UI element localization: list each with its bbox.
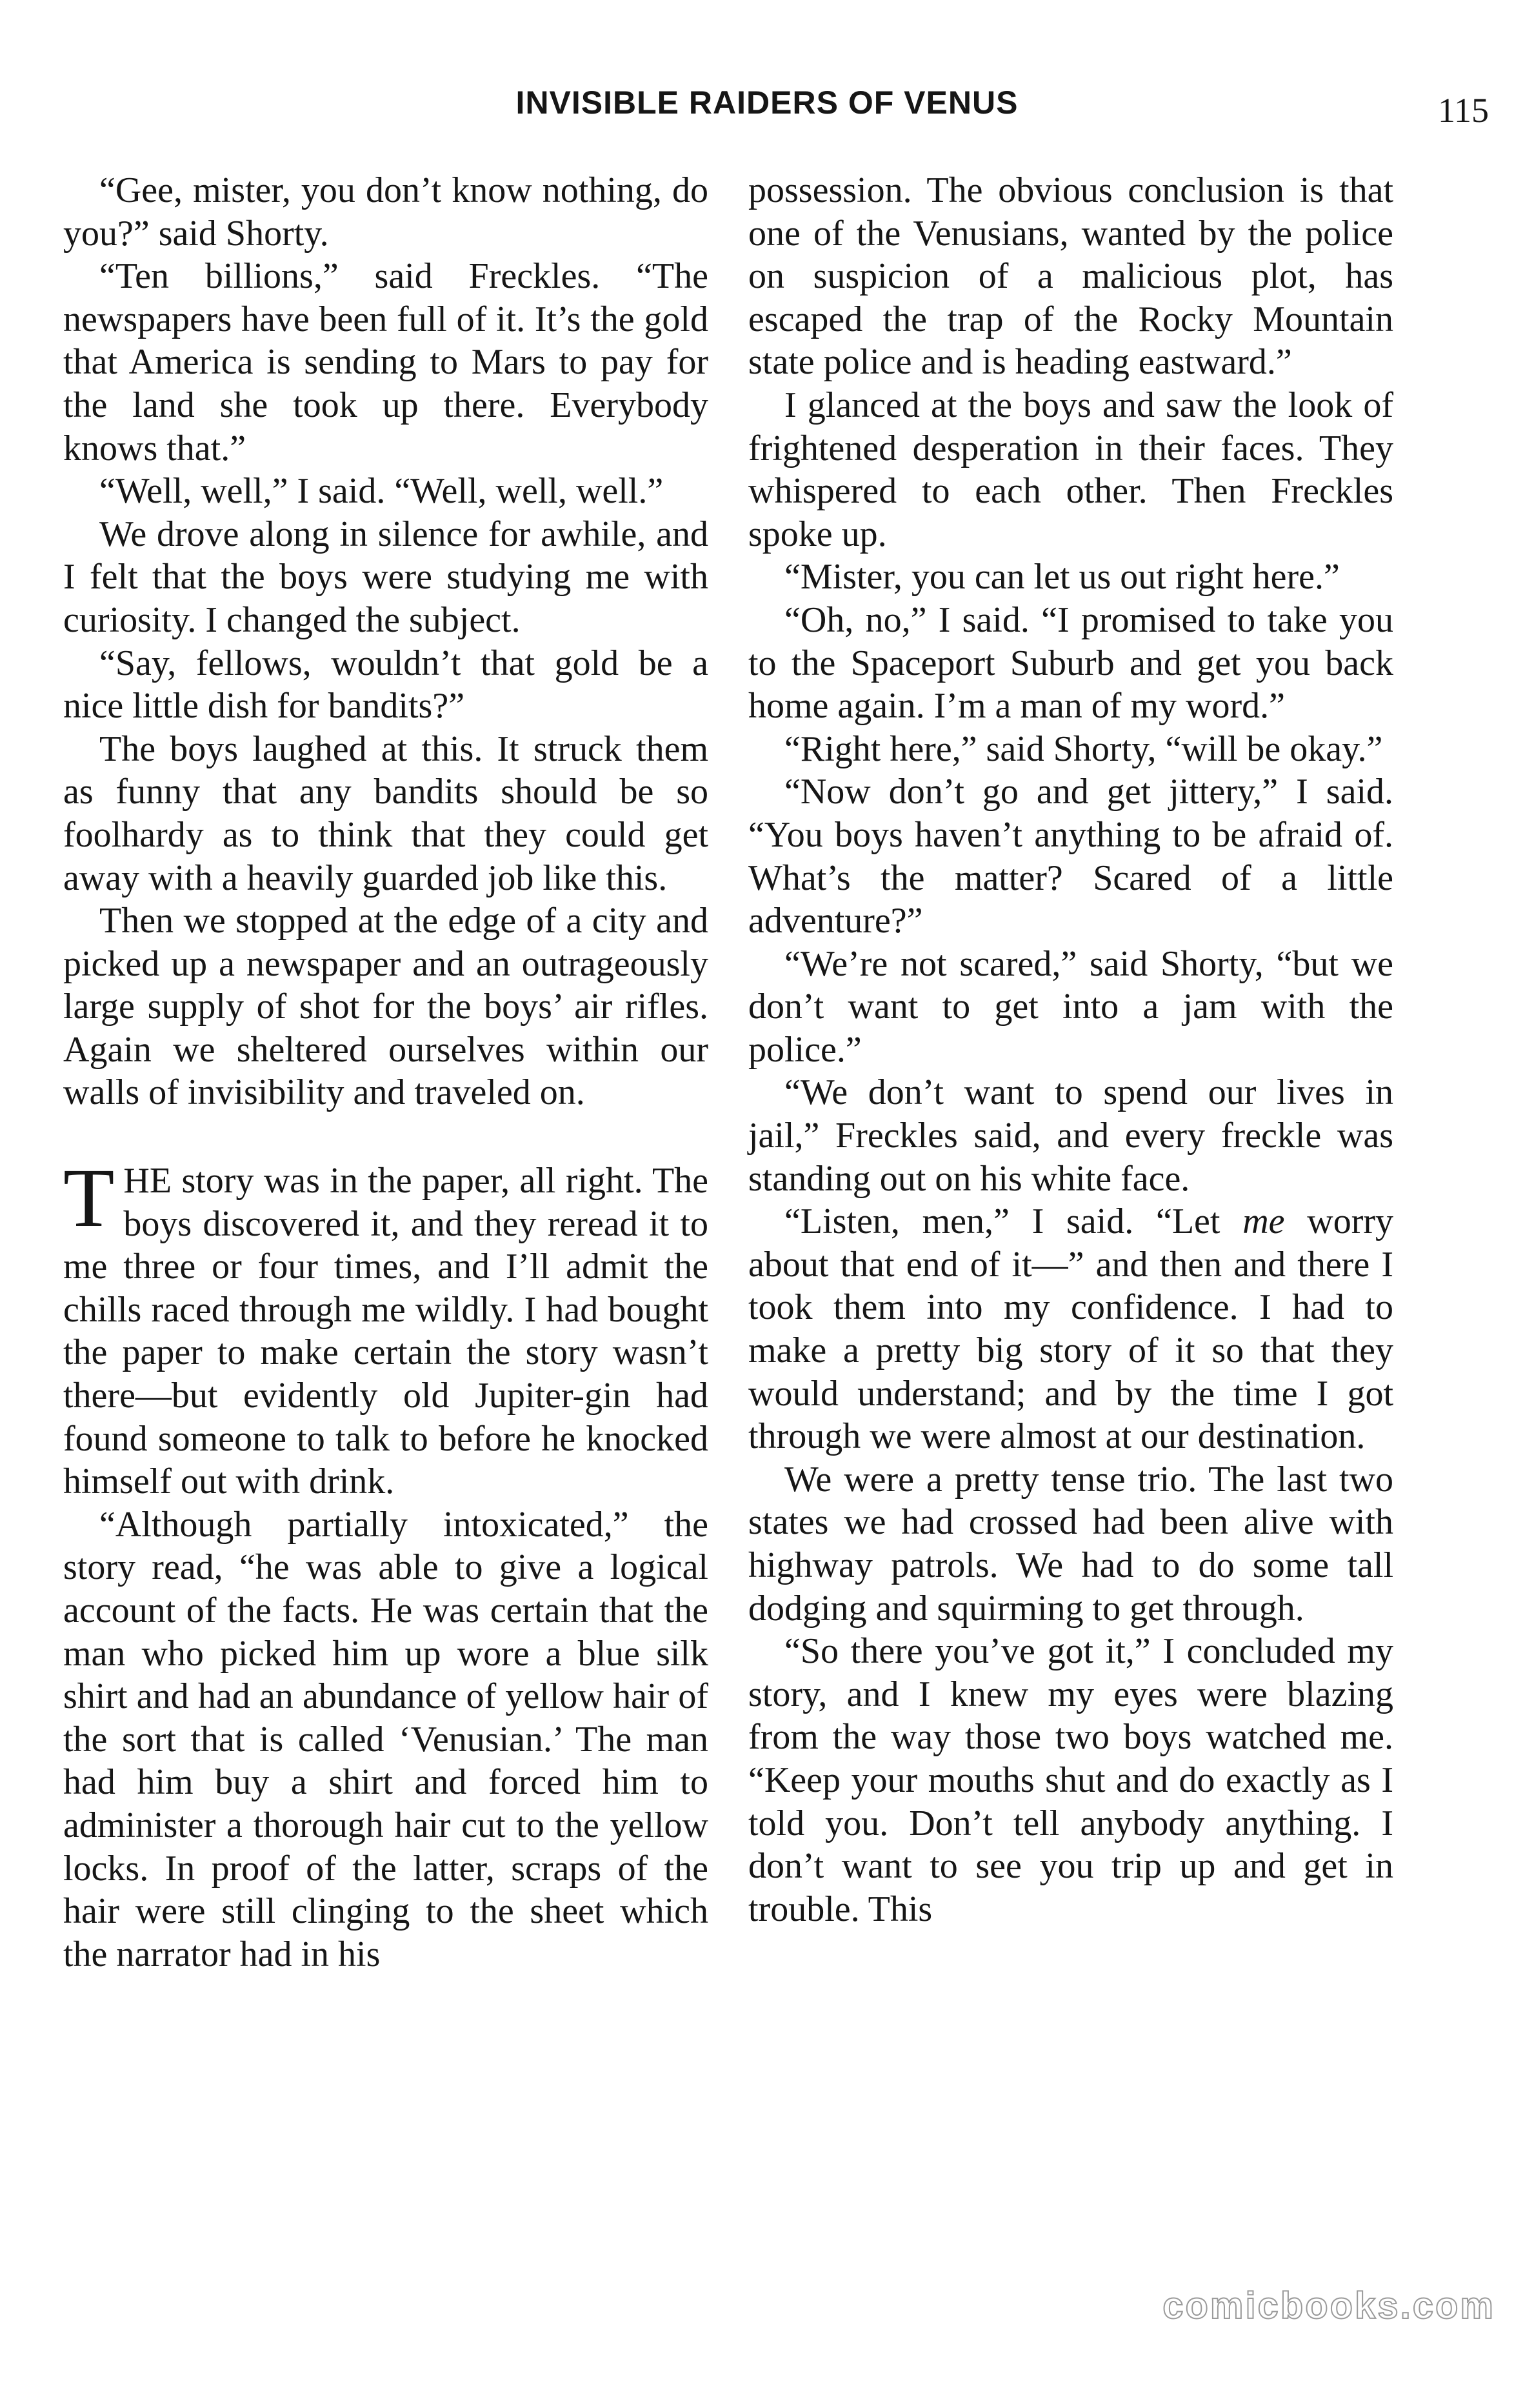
drop-cap: T — [63, 1152, 115, 1245]
paragraph: “We don’t want to spend our lives in jail,” Freckles said, and every freckle was standing out on his white face. — [748, 1072, 1393, 1199]
page-number: 115 — [1438, 91, 1489, 130]
running-head: INVISIBLE RAIDERS OF VENUS — [515, 85, 1019, 121]
paragraph: “Ten billions,” said Freckles. “The newspapers have been full of it. It’s the gold that America is sending to Mars to pay for the land she took up there. Everybody knows that.” — [63, 256, 708, 468]
paragraph: “Oh, no,” I said. “I promised to take you to the Spaceport Suburb and get you back home again. I’m a man of my word.” — [748, 599, 1393, 727]
watermark: comicbooks.com — [1162, 2285, 1495, 2327]
continued-paragraph: possession. The obvious conclusion is that one of the Venusians, wanted by the police on suspicion of a malicious plot, has escaped the trap of the Rocky Mountain state police and is heading eastward.” — [748, 170, 1393, 383]
paragraph: “Well, well,” I said. “Well, well, well.” — [99, 471, 664, 512]
paragraph: “Mister, you can let us out right here.” — [784, 557, 1340, 597]
left-column — [63, 169, 708, 1976]
paragraph: “So there you’ve got it,” I concluded my story, and I knew my eyes were blazing from the way those two boys watched me. “Keep your mouths shut and do exactly as I told you. Don’t tell anybody anything. I don’t want to see you trip up and get in trouble. This — [748, 1631, 1393, 1929]
paragraph: “Say, fellows, wouldn’t that gold be a nice little dish for bandits?” — [63, 643, 708, 727]
paragraph — [748, 1200, 1393, 1458]
paragraph-text: story was in the paper, all right. The boys discovered it, and they reread it to me three or four times, and I’ll admit the chills raced through me wildly. I had bought the paper to make certain the story wasn’t there—but evidently old Jupiter-gin had found someone to talk to before he knocked himself out with drink. — [63, 1161, 708, 1502]
small-caps-lead: HE — [123, 1161, 172, 1201]
right-column — [748, 169, 1393, 1931]
section-opening-paragraph — [63, 1152, 708, 1503]
paragraph: Then we stopped at the edge of a city and picked up a newspaper and an outrageously large supply of shot for the boys’ air rifles. Again we sheltered ourselves within our walls of invisibility and traveled on. — [63, 901, 708, 1113]
paragraph: The boys laughed at this. It struck them as funny that any bandits should be so foolhardy as to think that they could get away with a heavily guarded job like this. — [63, 728, 708, 898]
emphasis: me — [1242, 1201, 1285, 1242]
paragraph: “Right here,” said Shorty, “will be okay.” — [784, 728, 1383, 769]
paragraph: We drove along in silence for awhile, and I felt that the boys were studying me with curiosity. I changed the subject. — [63, 514, 708, 640]
paragraph: “Although partially intoxicated,” the story read, “he was able to give a logical account of the facts. He was certain that the man who picked him up wore a blue silk shirt and had an abundance of yellow hair of the sort that is called ‘Venusian.’ The man had him buy a shirt and forced him to administer a thorough hair cut to the yellow locks. In proof of the latter, scraps of the hair were still clinging to the sheet which the narrator had in his — [63, 1504, 708, 1974]
paragraph-text: “Listen, men,” I said. “Let — [784, 1201, 1243, 1242]
paragraph: “Gee, mister, you don’t know nothing, do you?” said Shorty. — [63, 170, 708, 254]
paragraph-text: worry about that end of it—” and then and there I took them into my confidence. I had to make a pretty big story of it so that they would understand; and by the time I got through we were almost at our destination. — [748, 1201, 1393, 1457]
paragraph: “We’re not scared,” said Shorty, “but we don’t want to get into a jam with the police.” — [748, 943, 1393, 1070]
paragraph: We were a pretty tense trio. The last two states we had crossed had been alive with highway patrols. We had to do some tall dodging and squirming to get through. — [748, 1459, 1393, 1629]
paragraph: I glanced at the boys and saw the look of frightened desperation in their faces. They whispered to each other. Then Freckles spoke up. — [748, 385, 1393, 554]
paragraph: “Now don’t go and get jittery,” I said. “You boys haven’t anything to be afraid of. What’s the matter? Scared of a little adventure?” — [748, 772, 1393, 941]
